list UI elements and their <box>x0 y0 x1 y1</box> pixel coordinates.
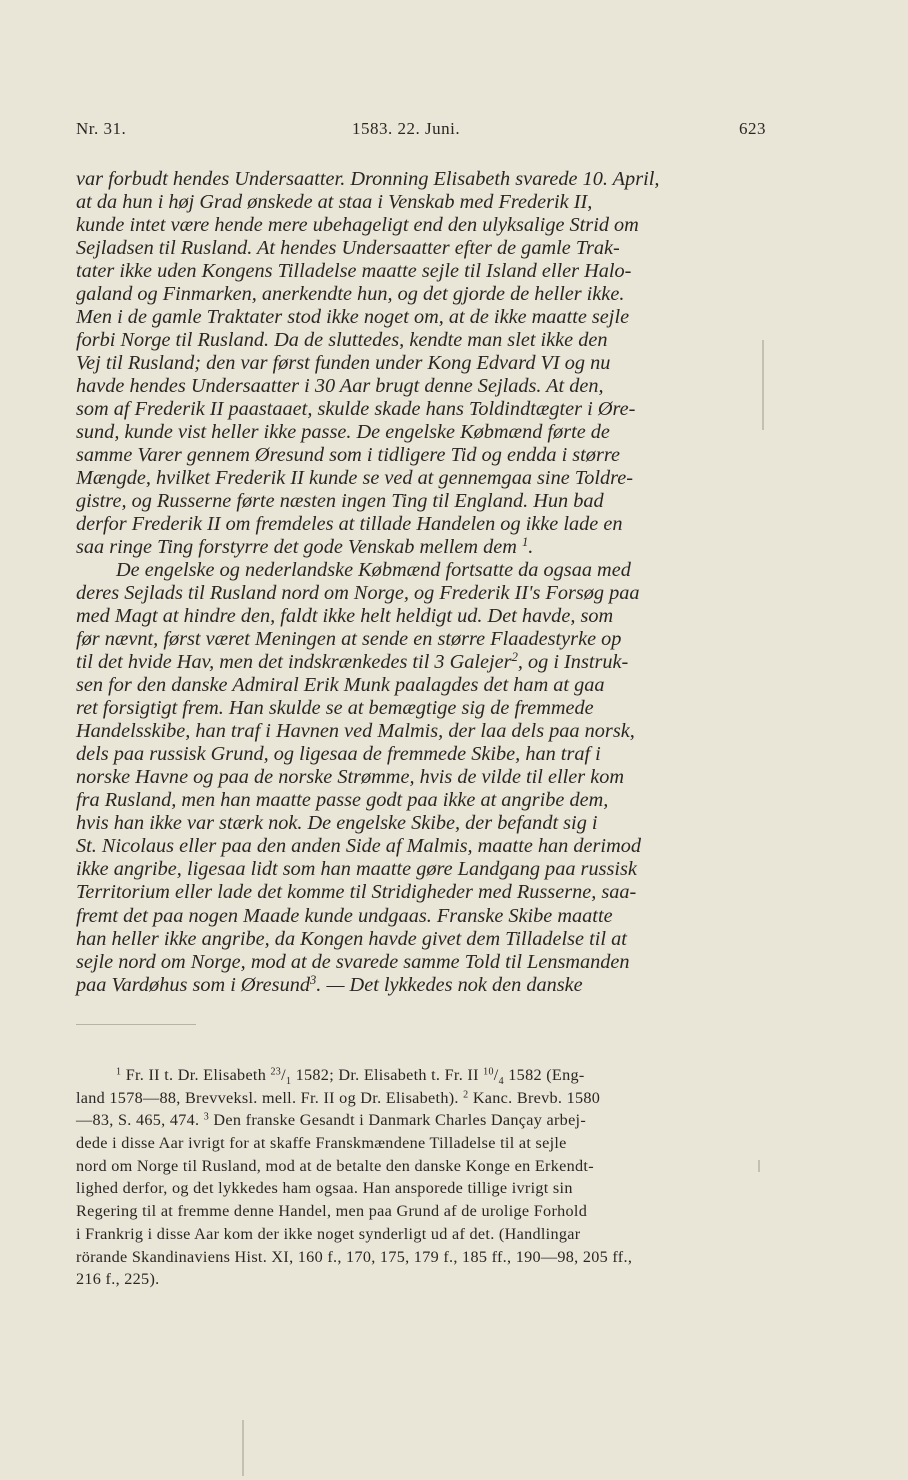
body-line: at da hun i høj Grad ønskede at staa i Venskab med Frederik II, <box>76 191 593 214</box>
footnote-line <box>76 1087 742 1110</box>
body-line: paa Vardøhus som i Øresund$^3$. — Det lykkedes nok den danske <box>76 972 583 996</box>
footnote-mark: 1 <box>116 1066 122 1078</box>
footnote-ref: 3 <box>310 972 317 987</box>
body-line: som af Frederik II paastaaet, skulde skade hans Toldindtægter i Øre- <box>76 398 636 421</box>
body-line-text: til det hvide Hav, men det indskrænkedes til 3 Galejer <box>76 651 512 674</box>
body-line: sejle nord om Norge, mod at de svarede samme Told til Lensmanden <box>76 950 630 973</box>
document-number: Nr. 31. <box>76 119 127 138</box>
body-line: før nævnt, først været Meningen at sende en større Flaadestyrke op <box>76 628 622 651</box>
body-line <box>76 536 744 559</box>
body-line: sen for den danske Admiral Erik Munk paalagdes det ham at gaa <box>76 674 605 697</box>
date-denominator: 4 <box>498 1076 504 1088</box>
body-line: Vej til Rusland; den var først funden under Kong Edvard VI og nu <box>76 352 611 375</box>
body-line: Mængde, hvilket Frederik II kunde se ved at gennemgaa sine Toldre- <box>76 467 634 490</box>
body-line: Handelsskibe, han traf i Havnen ved Malmis, der laa dels paa norsk, <box>76 720 635 743</box>
page-edge-mark <box>242 1420 244 1476</box>
footnote-divider <box>76 1024 196 1025</box>
body-line: kunde intet være hende mere ubehageligt end den ulyksalige Strid om <box>76 214 639 237</box>
body-line: gistre, og Russerne førte næsten ingen Ting til England. Hun bad <box>76 490 604 513</box>
body-line: hvis han ikke var stærk nok. De engelske Skibe, der befandt sig i <box>76 812 598 835</box>
body-line: fra Rusland, men han maatte passe godt paa ikke at angribe dem, <box>76 789 609 812</box>
footnote-line: nord om Norge til Rusland, mod at de betalte den danske Konge en Erkendt- <box>76 1156 594 1175</box>
body-line: sund, kunde vist heller ikke passe. De engelske Købmænd førte de <box>76 421 610 444</box>
page-header <box>76 119 766 141</box>
body-line-text: — Det lykkedes nok den danske <box>326 973 583 996</box>
body-line: han heller ikke angribe, da Kongen havde givet dem Tilladelse til at <box>76 927 627 950</box>
date-numerator: 10 <box>483 1066 494 1078</box>
footnote-mark: 2 <box>463 1089 469 1101</box>
footnote-line: 216 f., 225). <box>76 1270 160 1289</box>
body-line: Territorium eller lade det komme til Stridigheder med Russerne, saa- <box>76 881 637 904</box>
footnote-text: Kanc. Brevb. 1580 <box>472 1088 601 1107</box>
body-line-text: , og i Instruk- <box>517 651 629 674</box>
body-line-text: . <box>528 536 534 559</box>
body-line: ret forsigtigt frem. Han skulde se at bemægtige sig de fremmede <box>76 697 594 720</box>
footnote-text: 1582; Dr. Elisabeth t. Fr. II <box>295 1066 479 1084</box>
body-line: deres Sejlads til Rusland nord om Norge, og Frederik II's Forsøg paa <box>76 582 640 605</box>
body-text <box>76 168 744 997</box>
footnote-line: i Frankrig i disse Aar kom der ikke noget synderligt ud af det. (Handlingar <box>76 1224 581 1243</box>
body-line: galand og Finmarken, anerkendte hun, og det gjorde de heller ikke. <box>76 283 625 306</box>
body-line: Sejladsen til Rusland. At hendes Undersaatter efter de gamle Trak- <box>76 237 620 260</box>
footnote-text: Fr. II t. Dr. Elisabeth <box>125 1066 267 1084</box>
body-line-text: paa Vardøhus som i Øresund <box>76 973 310 996</box>
footnote-ref: 1 <box>521 535 529 550</box>
body-line: havde hendes Undersaatter i 30 Aar brugt denne Sejlads. At den, <box>76 375 604 398</box>
footnote-text: land 1578—88, Brevveksl. mell. Fr. II og Dr. Elisabeth). <box>76 1088 459 1107</box>
footnote-mark: 3 <box>203 1111 210 1123</box>
body-line: samme Varer gennem Øresund som i tidligere Tid og endda i større <box>76 444 620 467</box>
date-denominator: 1 <box>285 1076 292 1088</box>
body-line: ikke angribe, ligesaa lidt som han maatte gøre Landgang paa russisk <box>76 858 637 881</box>
page-edge-mark <box>758 1160 760 1172</box>
footnote-line: rörande Skandinaviens Hist. XI, 160 f., 170, 175, 179 f., 185 ff., 190—98, 205 ff., <box>76 1247 633 1266</box>
body-line: tater ikke uden Kongens Tilladelse maatte sejle til Island eller Halo- <box>76 260 632 283</box>
date-numerator: 23 <box>270 1066 282 1078</box>
page-number: 623 <box>739 119 766 138</box>
footnote-line: $^1$ Fr. II t. Dr. Elisabeth $^{23}/_1$ 1582; Dr. Elisabeth t. Fr. II $^{10}/_4$ 1582 (Eng- <box>116 1066 585 1088</box>
body-line: med Magt at hindre den, faldt ikke helt heldigt ud. Det havde, som <box>76 605 614 628</box>
body-line <box>76 651 744 674</box>
body-line-text: saa ringe Ting forstyrre det gode Venskab mellem dem <box>76 536 517 559</box>
body-line: fremt det paa nogen Maade kunde undgaas. Franske Skibe maatte <box>76 904 613 927</box>
body-line: Men i de gamle Traktater stod ikke noget om, at de ikke maatte sejle <box>76 306 630 329</box>
document-date: 1583. 22. Juni. <box>352 119 461 138</box>
body-line: var forbudt hendes Undersaatter. Dronning Elisabeth svarede 10. April, <box>76 168 660 190</box>
footnote-text: 1582 (Eng- <box>508 1066 585 1084</box>
footnote-text: Den franske Gesandt i Danmark Charles Dançay arbej- <box>213 1111 587 1130</box>
body-line: derfor Frederik II om fremdeles at tillade Handelen og ikke lade en <box>76 513 623 536</box>
footnote-ref: 2 <box>511 650 518 665</box>
body-line: forbi Norge til Rusland. Da de sluttedes, kendte man slet ikke den <box>76 329 608 352</box>
footnote-line: dede i disse Aar ivrigt for at skaffe Franskmændene Tilladelse til at sejle <box>76 1134 567 1153</box>
page-edge-mark <box>762 340 764 430</box>
body-line: norske Havne og paa de norske Strømme, hvis de vilde til eller kom <box>76 766 625 789</box>
body-line: De engelske og nederlandske Købmænd fortsatte da ogsaa med <box>116 559 631 582</box>
footnote-line: Regering til at fremme denne Handel, men paa Grund af de urolige Forhold <box>76 1202 588 1221</box>
footnote-line <box>76 1109 742 1132</box>
body-line: dels paa russisk Grund, og ligesaa de fremmede Skibe, han traf i <box>76 743 601 766</box>
footnote-line: lighed derfor, og det lykkedes ham ogsaa. Han ansporede tillige ivrigt sin <box>76 1179 573 1198</box>
footnotes <box>76 1064 742 1291</box>
footnote-text: —83, S. 465, 474. <box>76 1111 200 1130</box>
body-line: St. Nicolaus eller paa den anden Side af Malmis, maatte han derimod <box>76 835 641 858</box>
